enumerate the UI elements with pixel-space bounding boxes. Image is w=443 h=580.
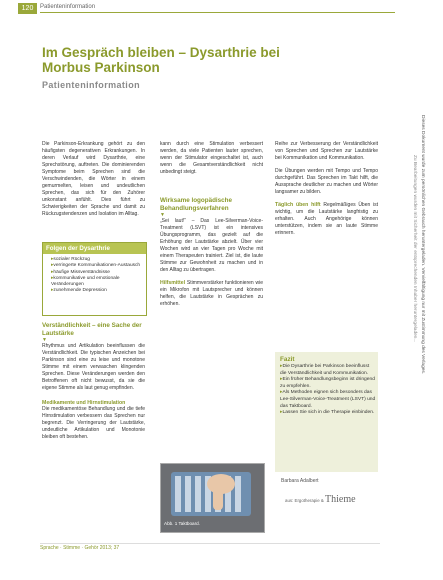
- heading-daily: Täglich üben hilft: [275, 202, 321, 208]
- conclusion-box: [275, 352, 378, 472]
- paragraph-aids-text: Stimmverstärker funktionieren wie ein Mikrofon mit Lautsprecher und können helfen, die Lautstärke in Gesprächen zu erhöhen.: [160, 280, 263, 307]
- article-title: Im Gespräch bleiben – Dysarthrie bei Morbus Parkinson: [42, 45, 280, 75]
- column-3-intro: [275, 141, 378, 237]
- consequences-list: [43, 257, 146, 295]
- conclusion-title: Fazit: [280, 356, 295, 363]
- list-item: ▸ häufige Missverständnisse: [51, 270, 146, 276]
- consequences-box: [42, 242, 147, 316]
- header-rule: [40, 12, 395, 13]
- heading-therapy: Medikamente und Hirnstimulation: [42, 400, 126, 406]
- side-copyright-line-1: Dieses Dokument wurde zum persönlichen Gebrauch heruntergeladen. Vervielfältigung nur mit Zustimmung des Verlages.: [420, 115, 425, 375]
- side-copyright-line-2: Zu Bearbeitungen wurden mit Sicherheit der entsprechenden Inhaber heruntergeladen...: [412, 155, 417, 343]
- heading-understanding: Verständlichkeit – eine Sache der Lautstärke: [42, 322, 142, 337]
- paragraph-daily: [275, 202, 378, 237]
- paragraph-3-1: Reihe zur Verbesserung der Verständlichkeit von Sprechen und Sprechen zur Lautstärke bei Kommunikation und Kommunikation.: [275, 141, 378, 161]
- publisher-credit: [285, 494, 356, 505]
- side-copyright: [387, 115, 427, 475]
- heading-logopedic: Wirksame logopädische Behandlungsverfahren: [160, 197, 233, 212]
- paragraph-aids: [160, 280, 263, 308]
- section-label: Patienteninformation: [40, 4, 96, 10]
- arrow-down-icon: ▼: [160, 212, 165, 218]
- arrow-down-icon: ▼: [42, 337, 47, 343]
- article-subtitle: Patienteninformation: [42, 80, 141, 90]
- journal-footer: Sprache · Stimme · Gehör 2013; 37: [40, 545, 120, 551]
- list-item: ▸ kommunikative und emotionale Veränderungen: [51, 276, 146, 289]
- author-name: Barbara Adalbert: [281, 478, 319, 484]
- column-1-section-2: [42, 322, 145, 441]
- list-item: ▸ Ein früher Behandlungsbeginn ist dringend zu empfehlen.: [280, 377, 376, 390]
- list-item: ▸ Lassen Sie sich in die Therapie einbinden.: [280, 410, 376, 417]
- heading-aids: Hilfsmittel: [160, 280, 186, 286]
- photo-caption: Abb. 1 Taktboard.: [164, 521, 200, 526]
- column-1-intro: Die Parkinson-Erkrankung gehört zu den häufigsten degenerativen Erkrankungen. In deren Verlauf wird Dysarthrie, eine Sprechstörung, auftreten. Die dominierenden Symptome beim Sprechen sind die Verschwindenden, die Wörter in einem gemurmelten, leisen und undeutlichen Sprechen, das sich für den Zuhörer unkonstant anfühlt. Dies führt zu Schwierigkeiten der Sprache und damit zu Rückzugstendenzen und Isolation im Alltag.: [42, 141, 145, 217]
- column-2-intro: kann durch eine Stimulation verbessert werden, da viele Patienten lauter sprechen, wenn der Stimulator eingeschaltet ist, auch wenn die Gesamtverständlichkeit nicht unbedingt steigt.: [160, 141, 263, 175]
- paragraph-3-2: Die Übungen werden mit Tempo und Tempo durchgeführt. Das Sprechen im Takt hilft, die Aussprache deutlicher zu machen und Wörter langsamer zu bilden.: [275, 168, 378, 195]
- paragraph-daily-text: Regelmäßiges Üben ist wichtig, um die Lautstärke langfristig zu erhalten. Auch Angehörige können unterstützen, indem sie an laute Stimme erinnern.: [275, 202, 379, 236]
- footer-rule: [40, 543, 380, 544]
- paragraph-understanding: Rhythmus und Artikulation beeinflussen die Verständlichkeit. Die typischen Anzeichen bei Parkinson sind eine zu leise und monotone Stimme mit einem verwaschen klingenden Sprechen. Diese Veränderungen werden den Betroffenen oft nicht bewusst, da sie die eigene Stimme als laut genug empfinden.: [42, 343, 145, 391]
- list-item: ▸ zunehmende Depression: [51, 288, 146, 294]
- page-number: 120: [18, 3, 37, 14]
- list-item: ▸ Die Dysarthrie bei Parkinson beeinflusst die Verständlichkeit und Kommunikation.: [280, 364, 376, 377]
- consequences-box-title: Folgen der Dysarthrie: [43, 243, 146, 254]
- publisher-prefix: aus: Ergotherapie &: [285, 498, 324, 503]
- publisher-logo: Thieme: [325, 494, 356, 505]
- paragraph-logopedic: „Sei laut!“ – Das Lee-Silverman-Voice-Treatment (LSVT) ist ein intensives Übungsprogramm, das gezielt auf die Erhöhung der Lautstärke abzielt. Über vier Wochen wird an vier Tagen pro Woche mit einem Therapeuten trainiert. Ziel ist, die laute Stimme zur Gewohnheit zu machen und in den Alltag zu übertragen.: [160, 218, 263, 273]
- page-header: [0, 0, 443, 14]
- list-item: ▸ verringerte Kommunikationen-Austausch: [51, 263, 146, 269]
- column-2-section: [160, 197, 263, 308]
- list-item: ▸ sozialer Rückzug: [51, 257, 146, 263]
- conclusion-list: [280, 364, 376, 417]
- list-item: ▸ Als Methoden eignen sich besonders das Lee-Silverman-Voice-Treatment (LSVT) und das Taktboard.: [280, 390, 376, 410]
- paragraph-therapy: Die medikamentöse Behandlung und die tiefe Hirnstimulation verbessern das Sprechen nur begrenzt. Die Verringerung der Lautstärke, undeutliche Artikulation und Monotonie bleiben oft bestehen.: [42, 406, 145, 440]
